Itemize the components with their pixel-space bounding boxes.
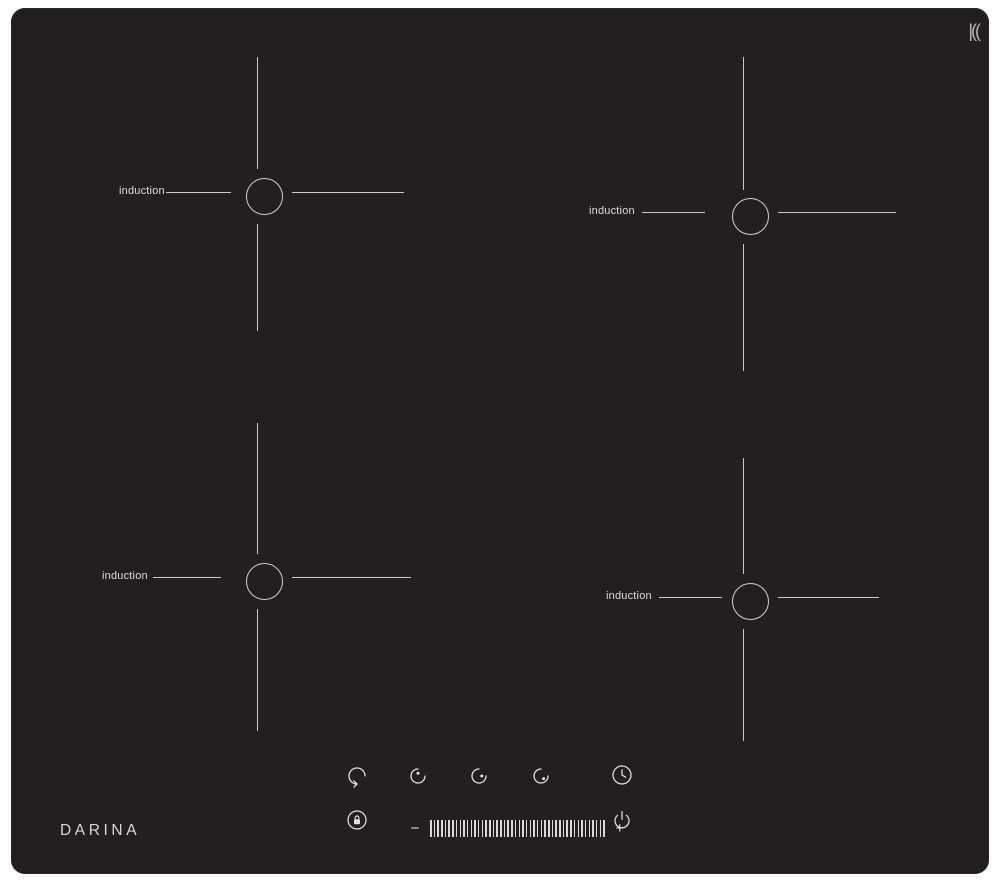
slider-tick[interactable] [463,820,465,837]
zone-crosshair-top-front-left [257,423,258,554]
slider-tick[interactable] [452,820,454,837]
slider-tick[interactable] [522,820,524,837]
slider-tick[interactable] [430,820,432,837]
zone-crosshair-top-rear-right [743,57,744,190]
slider-tick[interactable] [548,820,550,837]
zone-crosshair-left-rear-left [166,192,231,193]
zone-label-rear-left: induction [119,185,165,197]
slider-tick[interactable] [441,820,443,837]
slider-tick[interactable] [519,820,521,837]
zone-crosshair-right-rear-left [292,192,404,193]
zone-crosshair-bottom-rear-left [257,224,258,331]
slider-tick[interactable] [559,820,561,837]
slider-tick[interactable] [504,820,506,837]
slider-tick[interactable] [493,820,495,837]
zone-crosshair-left-rear-right [642,212,705,213]
zone-crosshair-top-rear-left [257,57,258,169]
slider-tick[interactable] [500,820,502,837]
slider-tick[interactable] [530,820,532,837]
zone-crosshair-bottom-rear-right [743,244,744,371]
zone-crosshair-bottom-front-right [743,629,744,741]
slider-tick[interactable] [515,820,517,837]
slider-tick[interactable] [448,820,450,837]
slider-tick[interactable] [592,820,594,837]
slider-tick[interactable] [596,820,598,837]
zone-label-rear-right: induction [589,205,635,217]
slider-tick[interactable] [434,820,436,837]
zone-select-front-left-button[interactable] [467,764,491,788]
slider-tick[interactable] [478,820,480,837]
slider-tick[interactable] [537,820,539,837]
power-button[interactable] [610,808,634,832]
slider-tick[interactable] [496,820,498,837]
slider-tick[interactable] [507,820,509,837]
power-level-slider[interactable] [409,820,626,837]
zone-label-front-right: induction [606,590,652,602]
slider-tick[interactable] [589,820,591,837]
brand-label: DARINA [60,822,141,839]
slider-tick[interactable] [467,820,469,837]
slider-plus-label[interactable]: + [615,820,625,837]
slider-tick[interactable] [511,820,513,837]
slider-tick[interactable] [570,820,572,837]
zone-select-front-right-button[interactable] [529,764,553,788]
zone-select-rear-right-button[interactable] [406,764,430,788]
slider-tick[interactable] [471,820,473,837]
slider-tick[interactable] [489,820,491,837]
timer-button[interactable] [610,763,634,787]
slider-tick[interactable] [552,820,554,837]
zone-ring-front-left [246,563,283,600]
manufacturer-logo-icon: |(( [968,21,979,41]
slider-tick[interactable] [541,820,543,837]
zone-crosshair-right-front-left [292,577,411,578]
zone-crosshair-bottom-front-left [257,609,258,731]
zone-crosshair-right-front-right [778,597,879,598]
slider-tick[interactable] [566,820,568,837]
zone-label-front-left: induction [102,570,148,582]
slider-tick[interactable] [574,820,576,837]
slider-tick[interactable] [474,820,476,837]
zone-ring-rear-right [732,198,769,235]
slider-tick[interactable] [485,820,487,837]
slider-tick[interactable] [585,820,587,837]
glass-panel [11,8,989,874]
slider-tick[interactable] [460,820,462,837]
slider-tick[interactable] [578,820,580,837]
slider-tick[interactable] [563,820,565,837]
zone-crosshair-left-front-right [659,597,722,598]
slider-tick[interactable] [437,820,439,837]
slider-tick[interactable] [603,820,605,837]
zone-crosshair-right-rear-right [778,212,896,213]
slider-tick[interactable] [445,820,447,837]
slider-tick[interactable] [482,820,484,837]
slider-tick[interactable] [456,820,458,837]
key-lock-button[interactable] [345,808,369,832]
slider-tick[interactable] [581,820,583,837]
zone-crosshair-left-front-left [153,577,221,578]
slider-minus-label[interactable]: − [410,820,420,837]
slider-tick[interactable] [544,820,546,837]
slider-tick[interactable] [600,820,602,837]
zone-ring-rear-left [246,178,283,215]
zone-ring-front-right [732,583,769,620]
slider-tick[interactable] [526,820,528,837]
slider-scale[interactable] [430,820,605,837]
zone-crosshair-top-front-right [743,458,744,574]
slider-tick[interactable] [533,820,535,837]
zone-select-rear-left-button[interactable] [345,764,369,788]
slider-tick[interactable] [555,820,557,837]
